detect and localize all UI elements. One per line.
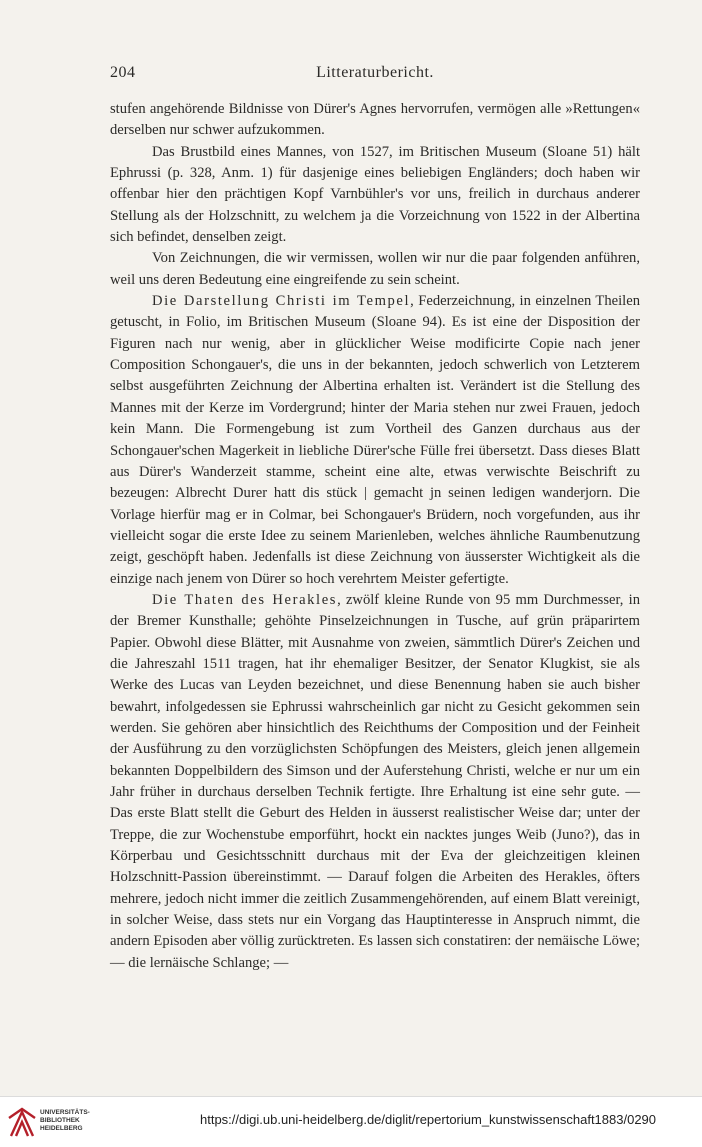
paragraph-text: , zwölf kleine Runde von 95 mm Durchmesser, in der Bremer Kunsthalle; gehöhte Pinselzeichnungen in Tusche, auf grün präparirtem Papier. Obwohl diese Blätter, mit Ausnahme von zweien, sämmtlich Dürer's Zeichen und die Jahreszahl 1511 tragen, hat ihr ehemaliger Besitzer, der Senator Klugkist, sie als Werke des Lucas van Leyden bezeichnet, und diese Benennung haben sie auch bisher bewahrt, infolgedessen sie Ephrussi wahrscheinlich gar nicht zu Gesicht gekommen sein werden. Sie gehören aber hinsichtlich des Reichthums der Composition und der Feinheit der Ausführung zu den vorzüglichsten Schöpfungen des Meisters, gleich jenen allgemein bekannten Doppelbildern des Simson und der Auferstehung Christi, welche er nur um ein Jahr früher in durchaus derselben Technik fertigte. Ihre Erhaltung ist eine sehr gute. — Das erste Blatt stellt die Geburt des Helden in äusserst realistischer Weise dar; unter der Treppe, die zur Wochenstube emporführt, hockt ein nacktes junges Weib (Juno?), das in Körperbau und Gesichtsschnitt durchaus mit der Eva der gleichzeitigen kleinen Holzschnitt-Passion übereinstimmt. — Darauf folgen die Arbeiten des Herakles, öfters mehrere, jedoch nicht immer die zeitlich Zusammengehörenden, auf einem Blatt vereinigt, in solcher Weise, dass stets nur ein Vorgang das Hauptinteresse in Anspruch nimmt, die andern Episoden aber völlig zurücktreten. Es lassen sich constatiren: der nemäische Löwe; — die lernäische Schlange; — <box>110 591 640 971</box>
spaced-title: Die Thaten des Herakles <box>152 591 338 608</box>
page-number: 204 <box>110 64 136 81</box>
paragraph <box>110 142 640 249</box>
spaced-title: Die Darstellung Christi im Tempel <box>152 293 411 310</box>
permalink-url[interactable]: https://digi.ub.uni-heidelberg.de/diglit/repertorium_kunstwissenschaft1883/0290 <box>200 1112 657 1127</box>
library-name-line2: BIBLIOTHEK <box>40 1117 80 1124</box>
library-name[interactable] <box>40 1109 90 1133</box>
paragraph <box>110 590 640 974</box>
paragraph <box>110 99 640 142</box>
page-header <box>110 64 640 86</box>
paragraph <box>110 291 640 590</box>
paragraph-text: Von Zeichnungen, die wir vermissen, wollen wir nur die paar folgenden anführen, weil uns deren Bedeutung eine eingreifende zu sein scheint. <box>110 250 640 288</box>
paragraph-text: Das Brustbild eines Mannes, von 1527, im Britischen Museum (Sloane 51) hält Ephrussi (p. 328, Anm. 1) für dasjenige eines beliebigen Engländers; doch haben wir offenbar hier den prächtigen Kopf Varnbühler's vor uns, freilich in durchaus anderer Stellung als der Holzschnitt, zu welchem ja die Vorzeichnung von 1522 in der Albertina sich befindet, denselben zeigt. <box>110 143 640 246</box>
paragraph <box>110 248 640 291</box>
library-name-line1: UNIVERSITÄTS- <box>40 1109 90 1116</box>
library-name-line3: HEIDELBERG <box>40 1125 83 1132</box>
body-text <box>110 99 640 974</box>
viewer-footer <box>0 1096 702 1147</box>
running-title: Litteraturbericht. <box>316 64 434 81</box>
paragraph-text: stufen angehörende Bildnisse von Dürer's Agnes hervorrufen, vermögen alle »Rettungen« derselben nur schwer aufzukommen. <box>110 101 640 139</box>
ub-heidelberg-logo-icon[interactable] <box>8 1106 36 1138</box>
paragraph-text: , Federzeichnung, in einzelnen Theilen getuscht, in Folio, im Britischen Museum (Sloane 94). Es ist eine der Disposition der Figuren nach nur wenig, aber in glücklicher Weise modificirte Copie nach jener Composition Schongauer's, die uns in der bekannten, jedoch schwerlich von Letzterem selbst ausgeführten Zeichnung der Albertina erhalten ist. Verändert ist die Stellung des Mannes mit der Kerze im Vordergrund; hinter der Maria stehen nur zwei Frauen, jedoch kein Mann. Die Formengebung ist zum Vortheil des Ganzen durchaus aus der Schongauer'schen Magerkeit in liebliche Dürer'sche Fülle frei übersetzt. Dass dieses Blatt aus Dürer's Wanderzeit stamme, scheint eine alte, etwas verwischte Beischrift zu bezeugen: Albrecht Durer hatt dis stück | gemacht jn seinen ledigen wanderjorn. Die Vorlage hierfür mag er in Colmar, bei Schongauer's Brüdern, noch vorgefunden, aus ihr vielleicht sogar die erste Idee zu seinem Marienleben, welches ähnliche Raumbenutzung zeigt, geschöpft haben. Jedenfalls ist diese Zeichnung von äusserster Wichtigkeit als die einzige nach jenem von Dürer so hoch verehrtem Meister gefertigte. <box>110 293 640 587</box>
